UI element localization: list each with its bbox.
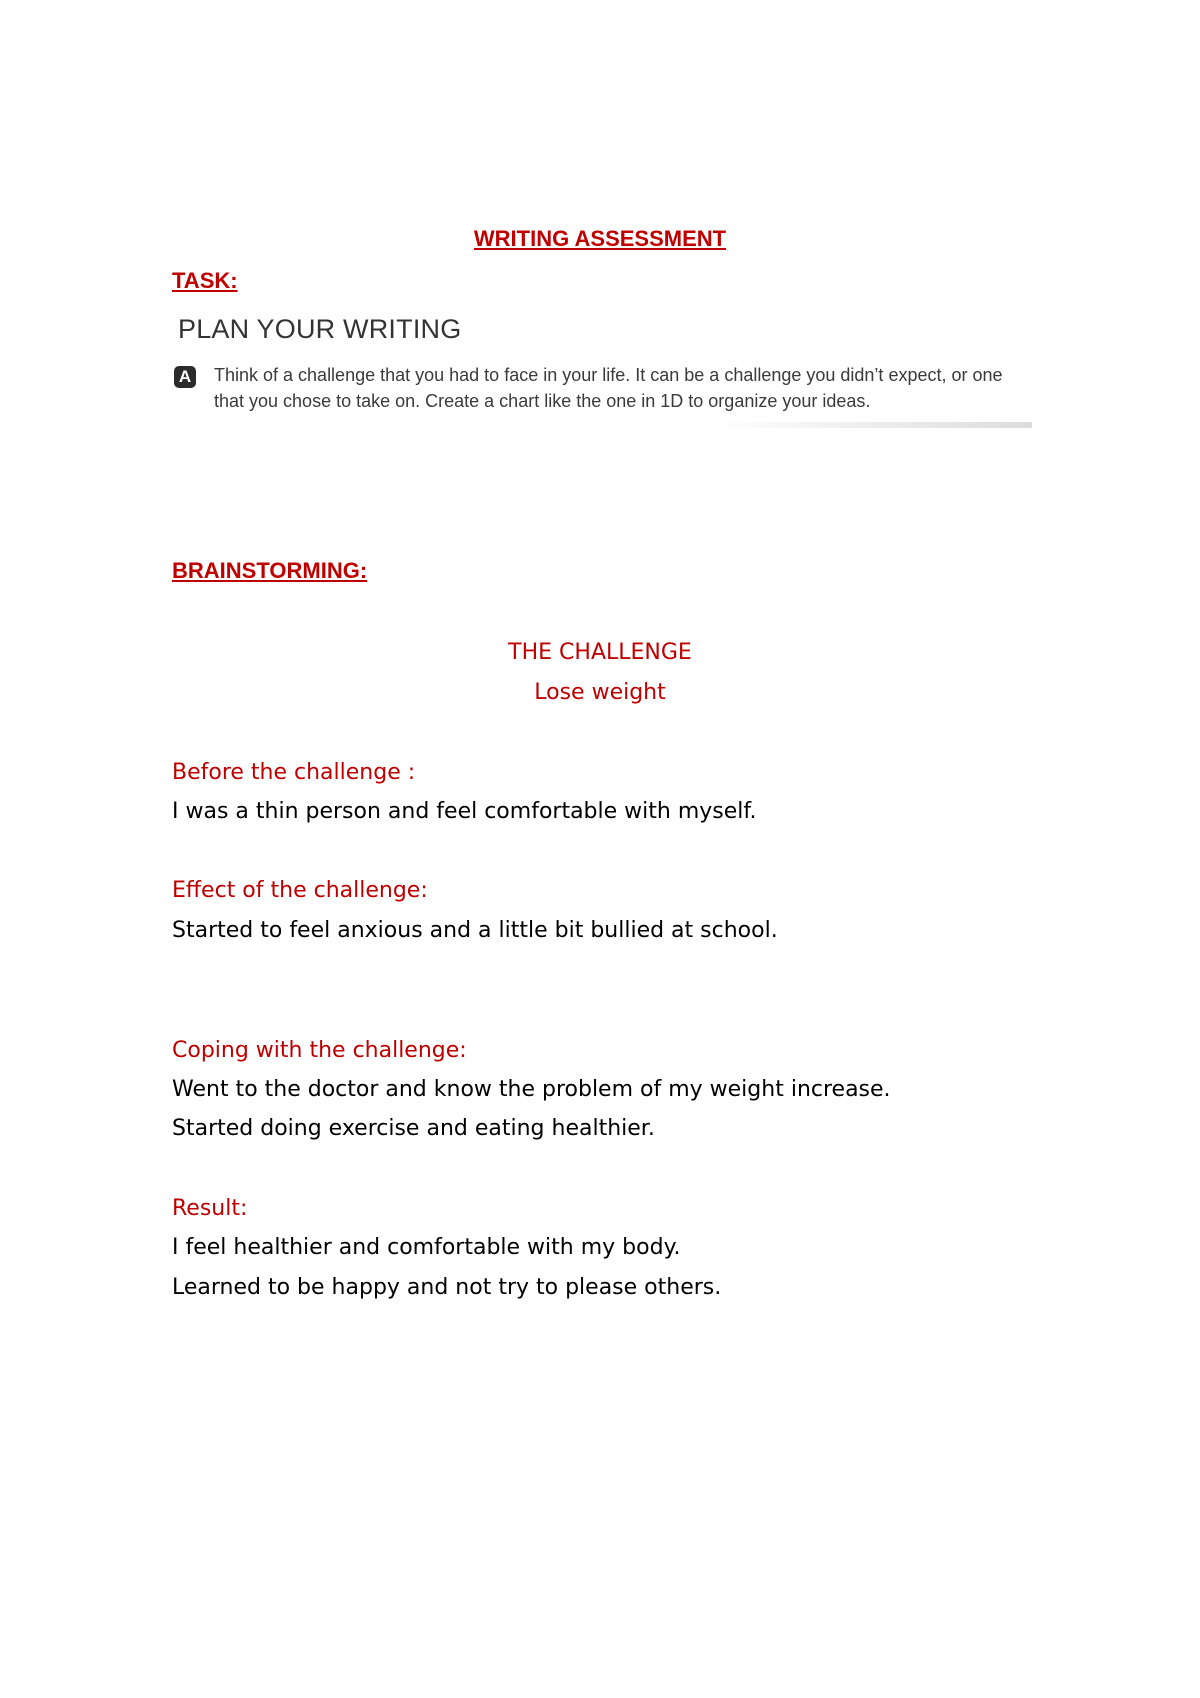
- effect-challenge-label: Effect of the challenge:: [172, 878, 428, 903]
- coping-challenge-text-2: Started doing exercise and eating healthier.: [172, 1116, 655, 1141]
- excerpt-edge-divider: [712, 422, 1032, 428]
- challenge-label: THE CHALLENGE: [508, 640, 692, 665]
- result-label: Result:: [172, 1196, 248, 1221]
- challenge-value: Lose weight: [534, 680, 666, 705]
- result-text-1: I feel healthier and comfortable with my body.: [172, 1235, 681, 1260]
- task-heading: TASK:: [172, 268, 238, 293]
- coping-challenge-text-1: Went to the doctor and know the problem of my weight increase.: [172, 1077, 891, 1102]
- task-excerpt-image: [172, 306, 1034, 430]
- effect-challenge-text: Started to feel anxious and a little bit bullied at school.: [172, 918, 778, 943]
- before-challenge-label: Before the challenge :: [172, 760, 416, 785]
- brainstorming-heading: BRAINSTORMING:: [172, 558, 368, 583]
- result-text-2: Learned to be happy and not try to please others.: [172, 1275, 722, 1300]
- before-challenge-text: I was a thin person and feel comfortable with myself.: [172, 799, 757, 824]
- plan-your-writing-title: PLAN YOUR WRITING: [178, 314, 462, 344]
- coping-challenge-label: Coping with the challenge:: [172, 1038, 467, 1063]
- document-title: WRITING ASSESSMENT: [473, 226, 727, 251]
- task-instructions: Think of a challenge that you had to face in your life. It can be a challenge you didn’t expect, or one that you chose to take on. Create a chart like the one in 1D to organize your ideas.: [214, 365, 1003, 411]
- letter-a-badge-icon: A: [174, 366, 196, 388]
